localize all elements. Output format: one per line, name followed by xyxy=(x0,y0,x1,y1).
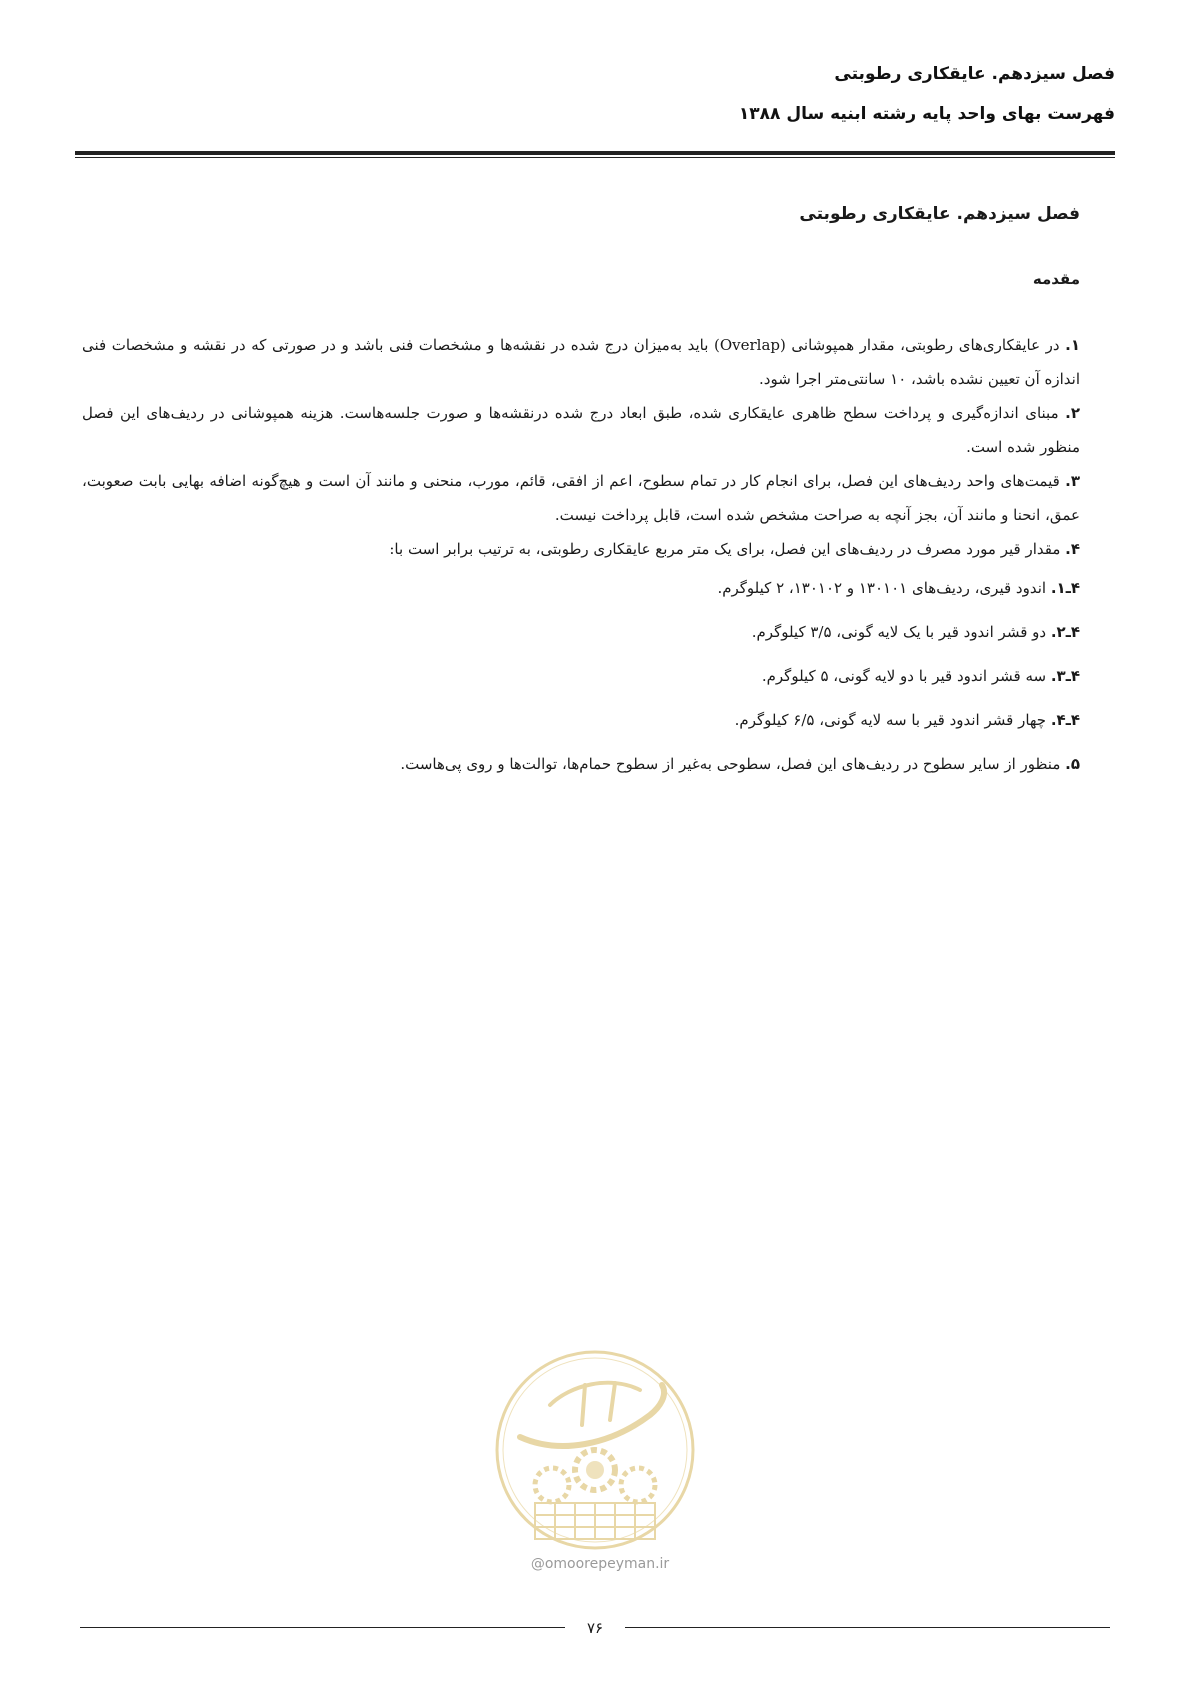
item-list xyxy=(82,328,1080,786)
running-header-chapter: فصل سیزدهم. عایقکاری رطوبتی xyxy=(834,64,1115,84)
sub-list-item xyxy=(82,654,1080,698)
watermark-logo xyxy=(490,1345,700,1585)
item-number: ۴. xyxy=(1065,540,1080,558)
page-footer xyxy=(80,1618,1110,1638)
sub-item-number: ۴ـ۳. xyxy=(1050,667,1080,685)
item-text: در عایقکاری‌های رطوبتی، مقدار همپوشانی (Overlap) باید به‌میزان درج شده در نقشه‌ها و مشخصات فنی باشد و در صورتی که در نقشه و مشخصات فنی اندازه آن تعیین نشده باشد، ۱۰ سانتی‌متر اجرا شود. xyxy=(82,336,1080,388)
list-item xyxy=(82,532,1080,566)
page-content xyxy=(82,204,1080,786)
list-item xyxy=(82,328,1080,396)
sub-list-item xyxy=(82,698,1080,742)
sub-item-number: ۴ـ۲. xyxy=(1050,623,1080,641)
item-number: ۳. xyxy=(1065,472,1080,490)
sub-item-text: چهار قشر اندود قیر با سه لایه گونی، ۶/۵ کیلوگرم. xyxy=(734,711,1051,729)
watermark-caption: @omoorepeyman.ir xyxy=(530,1556,670,1572)
list-item xyxy=(82,396,1080,464)
item-text: قیمت‌های واحد ردیف‌های این فصل، برای انجام کار در تمام سطوح، اعم از افقی، قائم، مورب، منحنی و مانند آن است و هیچ‌گونه اضافه بهایی بابت صعوبت، عمق، انحنا و مانند آن، بجز آنچه به صراحت مشخص شده است، قابل پرداخت نیست. xyxy=(82,472,1080,524)
item-text: مبنای اندازه‌گیری و پرداخت سطح ظاهری عایقکاری شده، طبق ابعاد درج شده درنقشه‌ها و صورت جلسه‌هاست. هزینه همپوشانی در ردیف‌های این فصل منظور شده است. xyxy=(82,404,1080,456)
running-header-document-title: فهرست بهای واحد پایه رشته ابنیه سال ۱۳۸۸ xyxy=(738,104,1115,124)
footer-rule-right xyxy=(625,1627,1110,1628)
item-text: منظور از سایر سطوح در ردیف‌های این فصل، سطوحی به‌غیر از سطوح حمام‌ها، توالت‌ها و روی پی‌هاست. xyxy=(400,755,1066,773)
sub-item-text: اندود قیری، ردیف‌های ۱۳۰۱۰۱ و ۱۳۰۱۰۲، ۲ کیلوگرم. xyxy=(717,579,1051,597)
item-text: مقدار قیر مورد مصرف در ردیف‌های این فصل، برای یک متر مربع عایقکاری رطوبتی، به ترتیب برابر است با: xyxy=(389,540,1066,558)
sub-item-number: ۴ـ۱. xyxy=(1050,579,1080,597)
section-title: مقدمه xyxy=(1032,270,1080,288)
item-number: ۵. xyxy=(1065,755,1080,773)
page-number: ۷۶ xyxy=(586,1619,604,1637)
item-number: ۱. xyxy=(1065,336,1080,354)
running-header xyxy=(75,62,1115,126)
sub-list-item xyxy=(82,610,1080,654)
sub-list-item xyxy=(82,566,1080,610)
list-item xyxy=(82,464,1080,532)
header-rule xyxy=(75,151,1115,158)
sub-item-text: سه قشر اندود قیر با دو لایه گونی، ۵ کیلوگرم. xyxy=(761,667,1051,685)
sub-item-number: ۴ـ۴. xyxy=(1050,711,1080,729)
chapter-title: فصل سیزدهم. عایقکاری رطوبتی xyxy=(799,204,1080,224)
item-number: ۲. xyxy=(1065,404,1080,422)
list-item xyxy=(82,742,1080,786)
sub-item-text: دو قشر اندود قیر با یک لایه گونی، ۳/۵ کیلوگرم. xyxy=(751,623,1051,641)
omoorepeyman-seal-icon xyxy=(490,1345,700,1555)
